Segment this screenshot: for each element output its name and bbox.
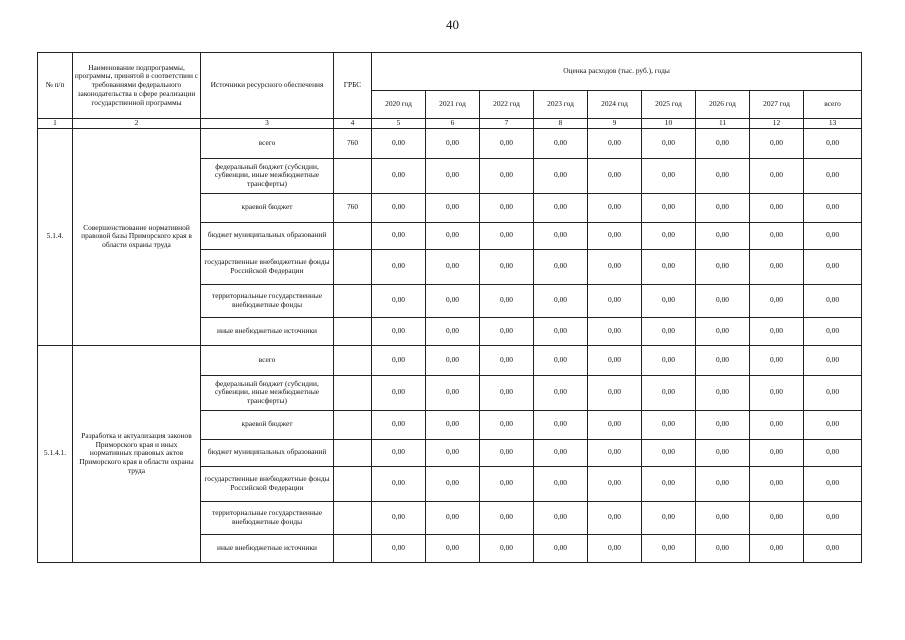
- expense-value: 0,00: [480, 466, 534, 501]
- header-num: № п/п: [38, 53, 73, 119]
- expense-value: 0,00: [696, 158, 750, 193]
- funding-source: всего: [201, 128, 334, 158]
- expense-value: 0,00: [534, 128, 588, 158]
- expense-value: 0,00: [426, 534, 480, 562]
- grbs-code: 760: [334, 193, 372, 222]
- expense-value: 0,00: [750, 501, 804, 534]
- expense-value: 0,00: [642, 345, 696, 375]
- expense-value: 0,00: [372, 158, 426, 193]
- grbs-code: [334, 284, 372, 317]
- expense-value: 0,00: [750, 534, 804, 562]
- expense-value: 0,00: [642, 317, 696, 345]
- expense-value: 0,00: [642, 249, 696, 284]
- expense-value: 0,00: [696, 466, 750, 501]
- expense-value: 0,00: [588, 439, 642, 466]
- funding-source: всего: [201, 345, 334, 375]
- expense-value: 0,00: [534, 410, 588, 439]
- expense-value: 0,00: [804, 158, 862, 193]
- column-number: 13: [804, 119, 862, 129]
- expense-value: 0,00: [426, 317, 480, 345]
- expense-value: 0,00: [588, 534, 642, 562]
- item-number: 5.1.4.: [38, 128, 73, 345]
- expense-value: 0,00: [696, 410, 750, 439]
- expense-value: 0,00: [480, 345, 534, 375]
- expense-value: 0,00: [426, 193, 480, 222]
- expense-value: 0,00: [372, 345, 426, 375]
- expense-value: 0,00: [426, 222, 480, 249]
- expense-value: 0,00: [534, 501, 588, 534]
- expense-value: 0,00: [750, 284, 804, 317]
- expense-value: 0,00: [426, 345, 480, 375]
- expense-value: 0,00: [750, 439, 804, 466]
- item-name: Совершенствование нормативной правовой базы Приморского края в области охраны труда: [73, 128, 201, 345]
- expense-value: 0,00: [480, 193, 534, 222]
- expense-value: 0,00: [804, 534, 862, 562]
- funding-source: краевой бюджет: [201, 193, 334, 222]
- page-number: 40: [446, 17, 459, 32]
- header-year: 2022 год: [480, 91, 534, 119]
- grbs-code: [334, 222, 372, 249]
- expense-value: 0,00: [750, 375, 804, 410]
- expense-value: 0,00: [372, 534, 426, 562]
- header-estimate: Оценка расходов (тыс. руб.), годы: [372, 53, 862, 91]
- expense-value: 0,00: [804, 128, 862, 158]
- expense-value: 0,00: [804, 193, 862, 222]
- funding-source: государственные внебюджетные фонды Российской Федерации: [201, 249, 334, 284]
- column-number: 9: [588, 119, 642, 129]
- grbs-code: [334, 466, 372, 501]
- header-name: Наименование подпрограммы, программы, принятой в соответствии с требованиями федерального законодательства в сфере реализации государственной программы: [73, 53, 201, 119]
- expense-value: 0,00: [372, 222, 426, 249]
- expense-value: 0,00: [804, 345, 862, 375]
- expense-value: 0,00: [588, 158, 642, 193]
- expense-value: 0,00: [372, 439, 426, 466]
- header-year: 2027 год: [750, 91, 804, 119]
- funding-source: федеральный бюджет (субсидии, субвенции, иные межбюджетные трансферты): [201, 158, 334, 193]
- expense-value: 0,00: [426, 501, 480, 534]
- item-name: Разработка и актуализация законов Приморского края и иных нормативных правовых актов Приморского края в области охраны труда: [73, 345, 201, 562]
- header-year: всего: [804, 91, 862, 119]
- expense-value: 0,00: [642, 128, 696, 158]
- grbs-code: [334, 249, 372, 284]
- column-number: 7: [480, 119, 534, 129]
- expense-value: 0,00: [750, 158, 804, 193]
- expense-value: 0,00: [534, 534, 588, 562]
- expense-value: 0,00: [642, 466, 696, 501]
- expense-value: 0,00: [750, 249, 804, 284]
- expense-value: 0,00: [696, 375, 750, 410]
- expense-value: 0,00: [480, 410, 534, 439]
- grbs-code: [334, 317, 372, 345]
- grbs-code: [334, 501, 372, 534]
- grbs-code: [334, 345, 372, 375]
- expense-value: 0,00: [372, 375, 426, 410]
- column-number: 5: [372, 119, 426, 129]
- funding-source: иные внебюджетные источники: [201, 317, 334, 345]
- expense-value: 0,00: [534, 249, 588, 284]
- expense-value: 0,00: [696, 317, 750, 345]
- expense-value: 0,00: [426, 375, 480, 410]
- grbs-code: [334, 410, 372, 439]
- expense-value: 0,00: [534, 222, 588, 249]
- column-number: 12: [750, 119, 804, 129]
- column-number: 2: [73, 119, 201, 129]
- expense-value: 0,00: [696, 193, 750, 222]
- expense-value: 0,00: [480, 128, 534, 158]
- expense-value: 0,00: [480, 249, 534, 284]
- expense-value: 0,00: [426, 466, 480, 501]
- expense-value: 0,00: [372, 501, 426, 534]
- table-row: [38, 345, 862, 375]
- column-number: 11: [696, 119, 750, 129]
- header-year: 2025 год: [642, 91, 696, 119]
- expense-value: 0,00: [696, 439, 750, 466]
- grbs-code: [334, 534, 372, 562]
- expense-value: 0,00: [534, 317, 588, 345]
- header-year: 2023 год: [534, 91, 588, 119]
- expense-value: 0,00: [588, 128, 642, 158]
- header-grbs: ГРБС: [334, 53, 372, 119]
- expense-value: 0,00: [534, 158, 588, 193]
- expense-value: 0,00: [588, 284, 642, 317]
- funding-source: государственные внебюджетные фонды Российской Федерации: [201, 466, 334, 501]
- expense-value: 0,00: [750, 345, 804, 375]
- expense-value: 0,00: [426, 410, 480, 439]
- column-number: 1: [38, 119, 73, 129]
- expense-value: 0,00: [588, 375, 642, 410]
- header-sources: Источники ресурсного обеспечения: [201, 53, 334, 119]
- expense-value: 0,00: [642, 375, 696, 410]
- expense-value: 0,00: [696, 345, 750, 375]
- expense-value: 0,00: [804, 439, 862, 466]
- expense-value: 0,00: [534, 284, 588, 317]
- expense-value: 0,00: [588, 345, 642, 375]
- expense-value: 0,00: [534, 466, 588, 501]
- expense-value: 0,00: [534, 439, 588, 466]
- expense-value: 0,00: [804, 410, 862, 439]
- expense-value: 0,00: [804, 222, 862, 249]
- expense-value: 0,00: [480, 375, 534, 410]
- expense-value: 0,00: [480, 158, 534, 193]
- expense-value: 0,00: [480, 222, 534, 249]
- expense-value: 0,00: [642, 410, 696, 439]
- expense-value: 0,00: [642, 284, 696, 317]
- expense-value: 0,00: [480, 439, 534, 466]
- expense-value: 0,00: [642, 534, 696, 562]
- expense-value: 0,00: [534, 345, 588, 375]
- expense-value: 0,00: [750, 128, 804, 158]
- grbs-code: [334, 375, 372, 410]
- expense-value: 0,00: [750, 410, 804, 439]
- expense-value: 0,00: [426, 249, 480, 284]
- expense-value: 0,00: [588, 249, 642, 284]
- expense-value: 0,00: [642, 501, 696, 534]
- expense-value: 0,00: [804, 284, 862, 317]
- expense-value: 0,00: [372, 249, 426, 284]
- funding-source: иные внебюджетные источники: [201, 534, 334, 562]
- expense-value: 0,00: [534, 193, 588, 222]
- funding-source: бюджет муниципальных образований: [201, 222, 334, 249]
- column-number: 10: [642, 119, 696, 129]
- expense-value: 0,00: [804, 249, 862, 284]
- expense-value: 0,00: [588, 317, 642, 345]
- column-number: 6: [426, 119, 480, 129]
- column-number: 3: [201, 119, 334, 129]
- funding-source: территориальные государственные внебюджетные фонды: [201, 284, 334, 317]
- grbs-code: [334, 158, 372, 193]
- expense-value: 0,00: [426, 128, 480, 158]
- column-number: 4: [334, 119, 372, 129]
- header-year: 2024 год: [588, 91, 642, 119]
- expense-value: 0,00: [642, 222, 696, 249]
- expense-value: 0,00: [588, 222, 642, 249]
- expense-value: 0,00: [480, 501, 534, 534]
- expense-value: 0,00: [588, 410, 642, 439]
- header-year: 2021 год: [426, 91, 480, 119]
- expense-value: 0,00: [750, 193, 804, 222]
- expense-value: 0,00: [750, 317, 804, 345]
- expense-value: 0,00: [588, 466, 642, 501]
- funding-source: бюджет муниципальных образований: [201, 439, 334, 466]
- expense-value: 0,00: [372, 193, 426, 222]
- expense-value: 0,00: [426, 439, 480, 466]
- table-row: [38, 128, 862, 158]
- column-number: 8: [534, 119, 588, 129]
- expense-value: 0,00: [804, 466, 862, 501]
- expense-value: 0,00: [588, 193, 642, 222]
- expense-value: 0,00: [534, 375, 588, 410]
- expense-value: 0,00: [372, 317, 426, 345]
- funding-source: федеральный бюджет (субсидии, субвенции, иные межбюджетные трансферты): [201, 375, 334, 410]
- expense-value: 0,00: [804, 317, 862, 345]
- expense-value: 0,00: [642, 158, 696, 193]
- expense-value: 0,00: [480, 317, 534, 345]
- expense-value: 0,00: [696, 249, 750, 284]
- funding-source: краевой бюджет: [201, 410, 334, 439]
- expense-value: 0,00: [696, 128, 750, 158]
- expense-value: 0,00: [804, 375, 862, 410]
- expense-value: 0,00: [642, 439, 696, 466]
- expense-value: 0,00: [696, 501, 750, 534]
- item-number: 5.1.4.1.: [38, 345, 73, 562]
- expense-value: 0,00: [372, 284, 426, 317]
- expense-value: 0,00: [426, 158, 480, 193]
- grbs-code: 760: [334, 128, 372, 158]
- expense-value: 0,00: [750, 222, 804, 249]
- expense-value: 0,00: [372, 128, 426, 158]
- expense-value: 0,00: [480, 534, 534, 562]
- expense-value: 0,00: [642, 193, 696, 222]
- expense-value: 0,00: [696, 222, 750, 249]
- expense-value: 0,00: [372, 466, 426, 501]
- expense-value: 0,00: [750, 466, 804, 501]
- expense-value: 0,00: [426, 284, 480, 317]
- expense-value: 0,00: [588, 501, 642, 534]
- header-year: 2026 год: [696, 91, 750, 119]
- expense-value: 0,00: [480, 284, 534, 317]
- expense-value: 0,00: [696, 534, 750, 562]
- expense-value: 0,00: [804, 501, 862, 534]
- header-year: 2020 год: [372, 91, 426, 119]
- expense-value: 0,00: [696, 284, 750, 317]
- grbs-code: [334, 439, 372, 466]
- expense-table: [37, 52, 862, 563]
- funding-source: территориальные государственные внебюджетные фонды: [201, 501, 334, 534]
- expense-value: 0,00: [372, 410, 426, 439]
